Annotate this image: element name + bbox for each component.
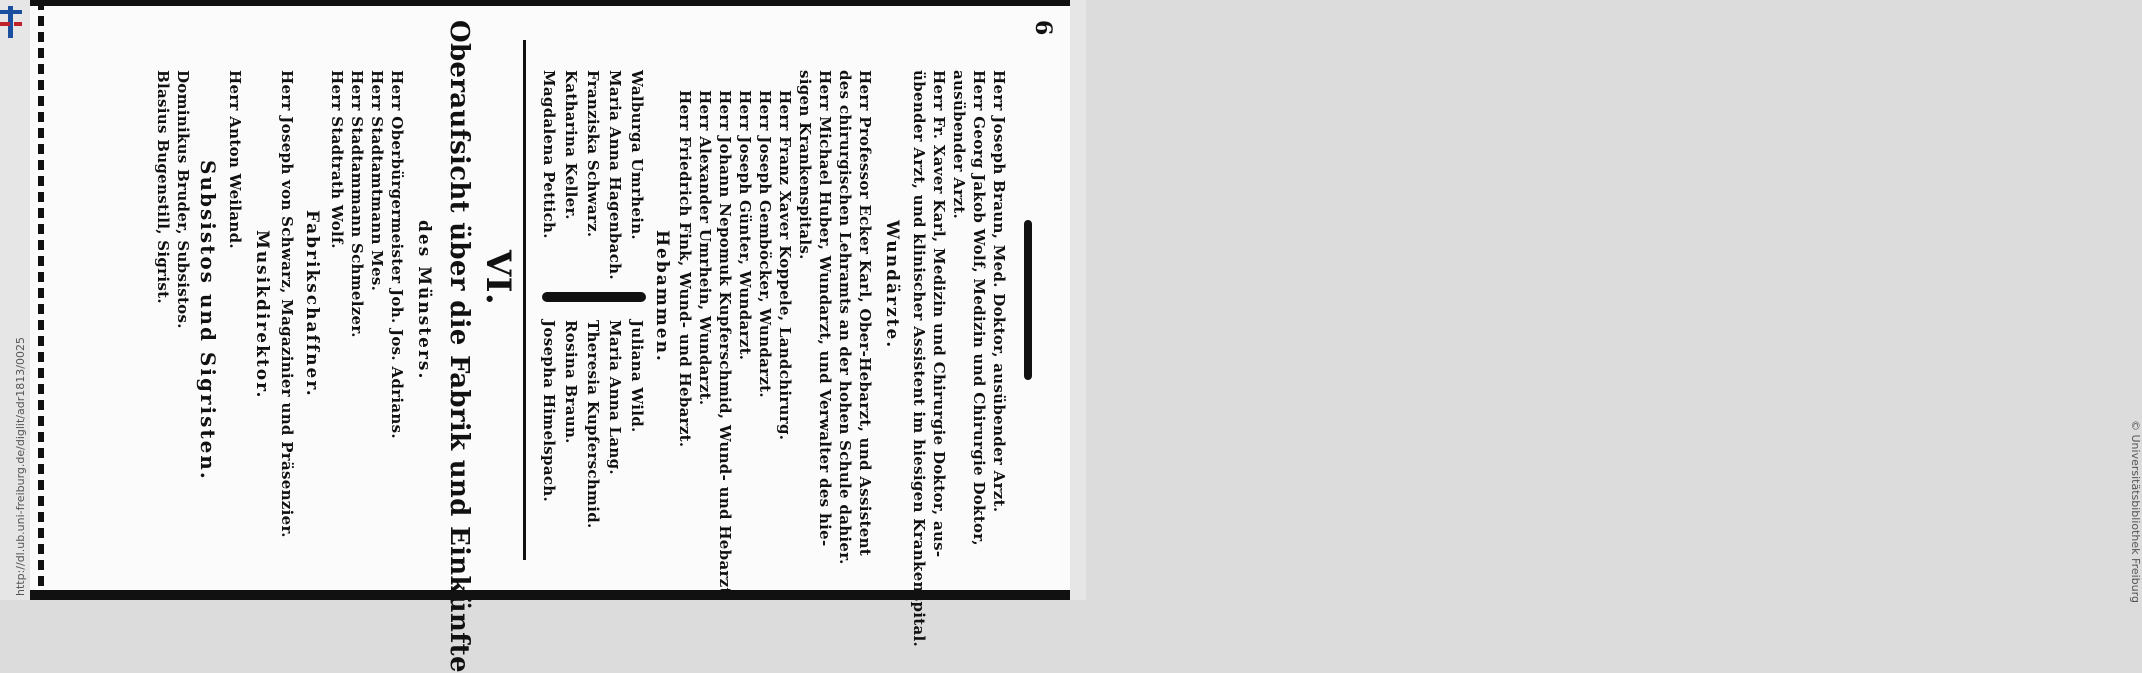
library-logo-icon (0, 6, 22, 38)
text-line: Herr Johann Nepomuk Kupferschmid, Wund- und Hebarzt. (716, 90, 734, 601)
text-line: Herr Professor Ecker Karl, Ober-Hebarzt, und Assistent (856, 70, 874, 557)
text-line: Herr Joseph Günter, Wundarzt. (736, 90, 754, 361)
section-subtitle: des Münsters. (414, 220, 434, 381)
midwife-left: Walburga Umrhein. (628, 70, 646, 240)
text-line: Herr Joseph Gemböcker, Wundarzt. (756, 90, 774, 398)
text-line: Herr Fr. Xaver Karl, Medizin und Chirurgie Doktor, aus- (930, 70, 948, 558)
midwife-right: Rosina Braun. (562, 320, 580, 444)
midwife-left: Franziska Schwarz. (584, 70, 602, 238)
section-title: Oberaufsicht über die Fabrik und Einkünfte (444, 20, 474, 673)
text-line: übender Arzt, und klinischer Assistent im hiesigen Krankenspital. (910, 70, 928, 648)
text-line: Herr Michael Huber, Wundarzt, und Verwalter des hie- (816, 70, 834, 547)
section-heading: Fabrikschaffner. (302, 210, 322, 398)
right-margin-strip (1070, 0, 2142, 603)
page-number: 6 (1030, 20, 1056, 36)
page-edge-marks (38, 0, 44, 600)
text-line: Herr Friedrich Fink, Wund- und Hebarzt. (676, 90, 694, 448)
text-line: ausübender Arzt. (950, 70, 968, 220)
section-heading: Wundärzte. (882, 220, 902, 350)
midwife-right: Maria Anna Lang. (606, 320, 624, 475)
midwife-left: Maria Anna Hagenbach. (606, 70, 624, 280)
midwife-right: Juliana Wild. (628, 320, 646, 433)
midwife-right: Theresia Kupferschmid. (584, 320, 602, 529)
header-ornament (1024, 220, 1032, 380)
scanned-page (30, 0, 1070, 673)
section-rule (523, 40, 526, 560)
text-line: Herr Stadtrath Wolf. (328, 70, 346, 249)
source-url: http://dl.ub.uni-freiburg.de/diglit/adr1813/0025 (14, 337, 27, 596)
text-line: Herr Oberbürgermeister Joh. Jos. Adrians. (388, 70, 406, 439)
copyright-label: © Universitätsbibliothek Freiburg (2129, 420, 2142, 603)
text-line: Herr Stadtammann Schmelzer. (348, 70, 366, 338)
text-line: Herr Alexander Umrhein, Wundarzt. (696, 90, 714, 406)
text-line: Herr Joseph Braun, Med. Doktor, ausübender Arzt. (990, 70, 1008, 513)
text-line: Herr Joseph von Schwarz, Magazinier und Präsenzier. (278, 70, 296, 538)
rotated-page (30, 0, 1070, 673)
text-line: Blasius Bugenstill, Sigrist. (154, 70, 172, 304)
text-line: Dominikus Bruder, Subsistos. (174, 70, 192, 329)
text-line: sigen Krankenspitals. (796, 70, 814, 260)
midwife-right: Josepha Himelspach. (540, 320, 558, 503)
midwife-left: Magdalena Pettich. (540, 70, 558, 239)
text-line: Herr Stadtamtmann Mes. (368, 70, 386, 292)
column-divider (542, 292, 646, 302)
section-heading: Subsistos und Sigristen. (196, 160, 220, 481)
left-margin-strip (0, 0, 30, 600)
section-heading: Hebammen. (652, 230, 672, 363)
text-line: Herr Franz Xaver Koppele, Landchirurg. (776, 90, 794, 441)
section-numeral: VI. (478, 250, 518, 306)
text-line: des chirurgischen Lehramts an der hohen Schule dahier. (836, 70, 854, 565)
text-line: Herr Georg Jakob Wolf, Medizin und Chirurgie Doktor, (970, 70, 988, 546)
text-line: Herr Anton Weiland. (226, 70, 244, 249)
midwife-left: Katharina Keller. (562, 70, 580, 220)
section-heading: Musikdirektor. (252, 230, 272, 400)
